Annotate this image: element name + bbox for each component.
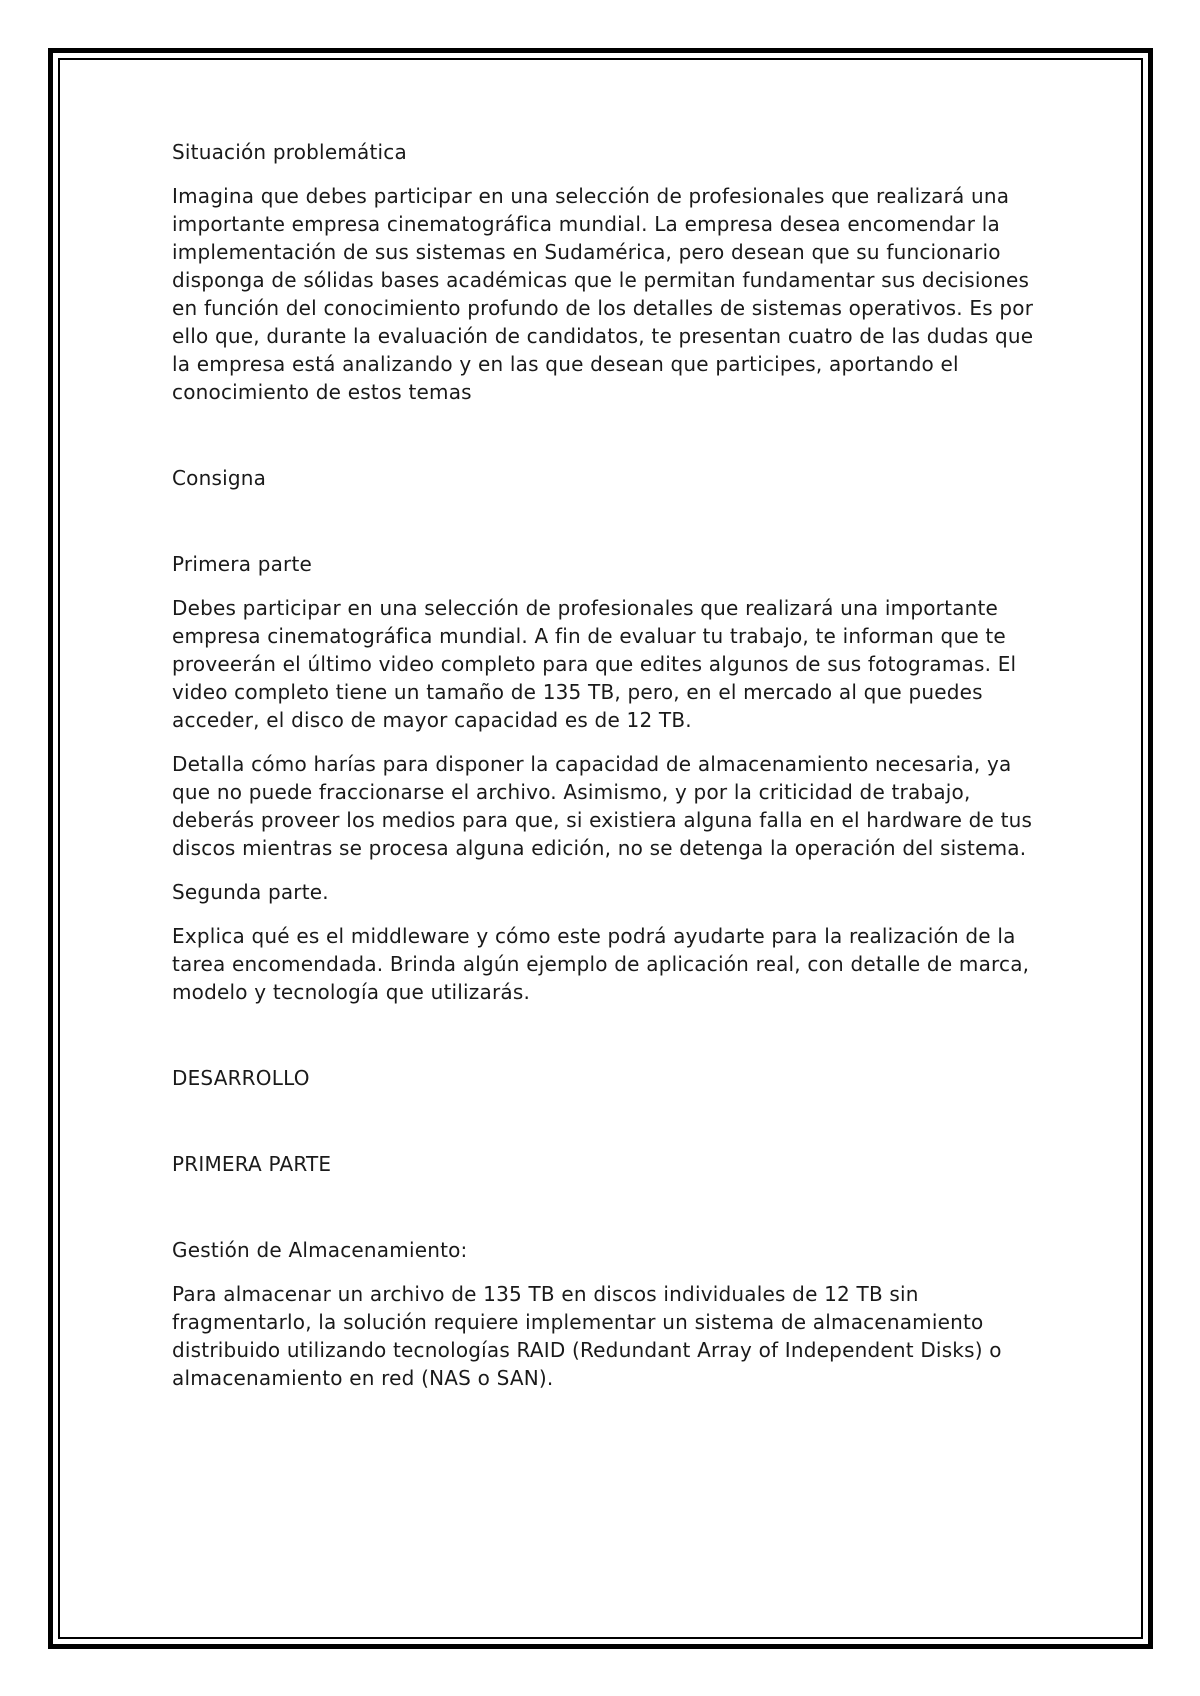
- consigna-heading: Consigna: [172, 466, 267, 490]
- segunda-parte-heading: Segunda parte.: [172, 880, 329, 904]
- desarrollo-heading: DESARROLLO: [172, 1066, 310, 1090]
- primera-parte-paragraph-1: Debes participar en una selección de profesionales que realizará una importante empresa cinematográfica mundial. A fin de evaluar tu trabajo, te informan que te proveerán el último video completo para que edites algunos de sus fotogramas. El video completo tiene un tamaño de 135 TB, pero, en el mercado al que puedes acceder, el disco de mayor capacidad es de 12 TB.: [172, 596, 1017, 732]
- primera-parte-upper-heading: PRIMERA PARTE: [172, 1152, 332, 1176]
- gestion-heading: Gestión de Almacenamiento:: [172, 1238, 468, 1262]
- document-body: [172, 138, 1042, 1408]
- segunda-parte-paragraph: Explica qué es el middleware y cómo este podrá ayudarte para la realización de la tarea encomendada. Brinda algún ejemplo de aplicación real, con detalle de marca, modelo y tecnología que utilizarás.: [172, 924, 1030, 1004]
- situacion-heading: Situación problemática: [172, 140, 407, 164]
- primera-parte-paragraph-2: Detalla cómo harías para disponer la capacidad de almacenamiento necesaria, ya que no puede fraccionarse el archivo. Asimismo, y por la criticidad de trabajo, deberás proveer los medios para que, si existiera alguna falla en el hardware de tus discos mientras se procesa alguna edición, no se detenga la operación del sistema.: [172, 752, 1033, 860]
- gestion-paragraph: Para almacenar un archivo de 135 TB en discos individuales de 12 TB sin fragmentarlo, la solución requiere implementar un sistema de almacenamiento distribuido utilizando tecnologías RAID (Redundant Array of Independent Disks) o almacenamiento en red (NAS o SAN).: [172, 1282, 1002, 1390]
- situacion-paragraph: Imagina que debes participar en una selección de profesionales que realizará una importante empresa cinematográfica mundial. La empresa desea encomendar la implementación de sus sistemas en Sudamérica, pero desean que su funcionario disponga de sólidas bases académicas que le permitan fundamentar sus decisiones en función del conocimiento profundo de los detalles de sistemas operativos. Es por ello que, durante la evaluación de candidatos, te presentan cuatro de las dudas que la empresa está analizando y en las que desean que participes, aportando el conocimiento de estos temas: [172, 184, 1034, 404]
- primera-parte-heading: Primera parte: [172, 552, 313, 576]
